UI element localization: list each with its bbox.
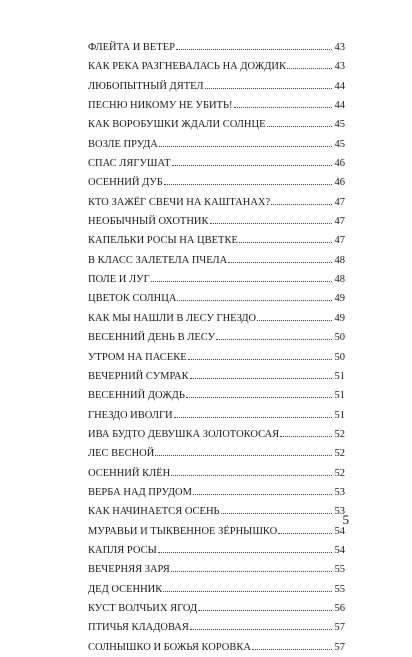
entry-title: КАК НАЧИНАЕТСЯ ОСЕНЬ xyxy=(88,506,220,518)
entry-title: ПТИЧЬЯ КЛАДОВАЯ xyxy=(88,622,189,634)
toc-entry xyxy=(88,386,345,405)
toc-entry xyxy=(88,289,345,308)
dot-leader xyxy=(239,241,332,243)
entry-page: 54 xyxy=(334,525,345,537)
entry-title: ВЕЧЕРНЯЯ ЗАРЯ xyxy=(88,564,170,576)
toc-entry xyxy=(88,406,345,425)
dot-leader xyxy=(257,319,332,321)
dot-leader xyxy=(216,338,332,340)
dot-leader xyxy=(205,87,332,89)
entry-page: 52 xyxy=(334,448,345,460)
entry-title: ПОЛЕ И ЛУГ xyxy=(88,274,150,286)
entry-title: ВЕРБА НАД ПРУДОМ xyxy=(88,486,192,498)
entry-title: УТРОМ НА ПАСЕКЕ xyxy=(88,351,187,363)
dot-leader xyxy=(177,299,332,301)
entry-page: 53 xyxy=(334,506,345,518)
dot-leader xyxy=(271,203,332,205)
entry-page: 44 xyxy=(334,100,345,112)
dot-leader xyxy=(158,551,332,553)
toc-entry xyxy=(88,580,345,599)
toc-entry xyxy=(88,522,345,541)
entry-title: МУРАВЬИ И ТЫКВЕННОЕ ЗЁРНЫШКО xyxy=(88,525,278,537)
entry-title: ВОЗЛЕ ПРУДА xyxy=(88,138,158,150)
entry-title: КАК РЕКА РАЗГНЕВАЛАСЬ НА ДОЖДИК xyxy=(88,61,287,73)
entry-page: 54 xyxy=(334,544,345,556)
dot-leader xyxy=(172,164,332,166)
entry-page: 50 xyxy=(334,351,345,363)
dot-leader xyxy=(280,435,332,437)
entry-title: ОСЕННИЙ КЛЁН xyxy=(88,467,171,479)
toc-entry xyxy=(88,57,345,76)
dot-leader xyxy=(234,106,333,108)
entry-page: 45 xyxy=(334,119,345,131)
dot-leader xyxy=(221,512,332,514)
dot-leader xyxy=(186,396,332,398)
dot-leader xyxy=(190,377,332,379)
entry-page: 48 xyxy=(334,274,345,286)
dot-leader xyxy=(176,48,332,50)
toc-entry xyxy=(88,444,345,463)
dot-leader xyxy=(151,280,332,282)
entry-page: 47 xyxy=(334,235,345,247)
dot-leader xyxy=(193,493,332,495)
entry-page: 51 xyxy=(334,409,345,421)
entry-page: 57 xyxy=(334,622,345,634)
toc-entry xyxy=(88,38,345,57)
entry-page: 49 xyxy=(334,312,345,324)
toc-entry xyxy=(88,541,345,560)
toc-entry xyxy=(88,212,345,231)
entry-page: 56 xyxy=(334,602,345,614)
entry-title: ЦВЕТОК СОЛНЦА xyxy=(88,293,177,305)
dot-leader xyxy=(155,454,332,456)
entry-page: 47 xyxy=(334,196,345,208)
dot-leader xyxy=(171,570,332,572)
entry-title: ЛЕС ВЕСНОЙ xyxy=(88,448,155,460)
entry-page: 55 xyxy=(334,583,345,595)
toc-entry xyxy=(88,135,345,154)
toc-entry xyxy=(88,251,345,270)
entry-title: ВЕСЕННИЙ ДОЖДЬ xyxy=(88,390,185,402)
dot-leader xyxy=(278,532,332,534)
entry-title: ДЕД ОСЕННИК xyxy=(88,583,163,595)
entry-title: ОСЕННИЙ ДУБ xyxy=(88,177,163,189)
entry-page: 44 xyxy=(334,80,345,92)
dot-leader xyxy=(159,145,332,147)
dot-leader xyxy=(252,648,332,650)
toc-entry xyxy=(88,464,345,483)
entry-page: 57 xyxy=(334,641,345,653)
toc-entry xyxy=(88,96,345,115)
entry-page: 55 xyxy=(334,564,345,576)
toc-entry xyxy=(88,348,345,367)
entry-title: ЛЮБОПЫТНЫЙ ДЯТЕЛ xyxy=(88,80,204,92)
toc-entry xyxy=(88,560,345,579)
toc-entry xyxy=(88,367,345,386)
toc-entry xyxy=(88,193,345,212)
entry-page: 53 xyxy=(334,486,345,498)
entry-page: 48 xyxy=(334,254,345,266)
dot-leader xyxy=(267,125,333,127)
entry-title: ПЕСНЮ НИКОМУ НЕ УБИТЬ! xyxy=(88,100,233,112)
entry-title: КУСТ ВОЛЧЬИХ ЯГОД xyxy=(88,602,198,614)
toc-entry xyxy=(88,638,345,657)
entry-page: 49 xyxy=(334,293,345,305)
entry-title: В КЛАСС ЗАЛЕТЕЛА ПЧЕЛА xyxy=(88,254,228,266)
dot-leader xyxy=(210,222,332,224)
entry-title: КАПЕЛЬКИ РОСЫ НА ЦВЕТКЕ xyxy=(88,235,238,247)
entry-title: КАПЛЯ РОСЫ xyxy=(88,544,157,556)
toc-entry xyxy=(88,425,345,444)
entry-title: КТО ЗАЖЁГ СВЕЧИ НА КАШТАНАХ? xyxy=(88,196,271,208)
entry-page: 46 xyxy=(334,177,345,189)
toc-entry xyxy=(88,173,345,192)
toc-entry xyxy=(88,270,345,289)
entry-title: КАК ВОРОБУШКИ ЖДАЛИ СОЛНЦЕ xyxy=(88,119,266,131)
toc-entry xyxy=(88,309,345,328)
toc-entry xyxy=(88,618,345,637)
entry-title: ВЕСЕННИЙ ДЕНЬ В ЛЕСУ xyxy=(88,332,216,344)
dot-leader xyxy=(164,183,332,185)
entry-page: 43 xyxy=(334,42,345,53)
toc-entry xyxy=(88,599,345,618)
toc-entry xyxy=(88,115,345,134)
entry-page: 47 xyxy=(334,216,345,228)
toc-entry xyxy=(88,77,345,96)
entry-title: ФЛЕЙТА И ВЕТЕР xyxy=(88,42,176,53)
entry-title: КАК МЫ НАШЛИ В ЛЕСУ ГНЕЗДО xyxy=(88,312,257,324)
entry-page: 43 xyxy=(334,61,345,73)
dot-leader xyxy=(174,416,332,418)
toc-entry xyxy=(88,154,345,173)
toc-entry xyxy=(88,328,345,347)
toc-entry xyxy=(88,483,345,502)
entry-page: 50 xyxy=(334,332,345,344)
dot-leader xyxy=(198,609,332,611)
entry-page: 51 xyxy=(334,390,345,402)
entry-title: ИВА БУДТО ДЕВУШКА ЗОЛОТОКОСАЯ xyxy=(88,428,280,440)
entry-title: ГНЕЗДО ИВОЛГИ xyxy=(88,409,173,421)
table-of-contents xyxy=(88,38,345,657)
entry-title: ВЕЧЕРНИЙ СУМРАК xyxy=(88,370,189,382)
entry-title: НЕОБЫЧНЫЙ ОХОТНИК xyxy=(88,216,209,228)
dot-leader xyxy=(287,67,332,69)
dot-leader xyxy=(228,261,332,263)
dot-leader xyxy=(163,590,332,592)
entry-page: 52 xyxy=(334,428,345,440)
dot-leader xyxy=(188,358,332,360)
dot-leader xyxy=(171,474,332,476)
entry-page: 45 xyxy=(334,138,345,150)
entry-title: СПАС ЛЯГУШАТ xyxy=(88,158,171,170)
dot-leader xyxy=(190,628,332,630)
entry-page: 51 xyxy=(334,370,345,382)
entry-page: 52 xyxy=(334,467,345,479)
page-number: 5 xyxy=(342,512,349,527)
toc-entry xyxy=(88,231,345,250)
entry-page: 46 xyxy=(334,158,345,170)
entry-title: СОЛНЫШКО И БОЖЬЯ КОРОВКА xyxy=(88,641,251,653)
toc-entry xyxy=(88,502,345,521)
